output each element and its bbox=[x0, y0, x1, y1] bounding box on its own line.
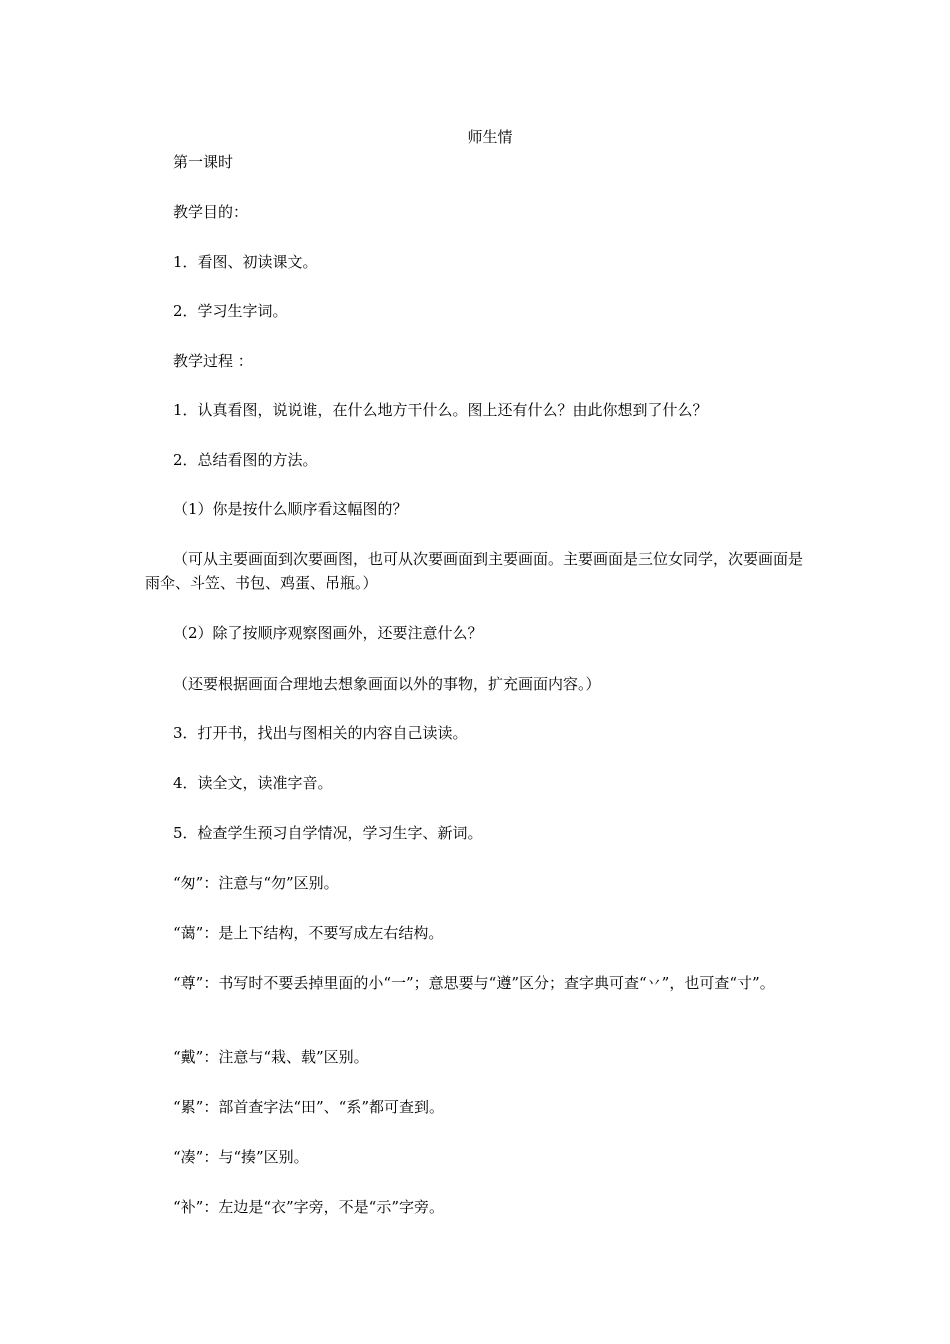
paragraph-lesson-period: 第一课时 bbox=[173, 153, 234, 171]
paragraph-char-cou: “凑”：与“揍”区别。 bbox=[173, 1148, 309, 1166]
paragraph-step-4: 4．读全文，读准字音。 bbox=[173, 774, 333, 792]
paragraph-step-2: 2．总结看图的方法。 bbox=[173, 451, 318, 469]
paragraph-char-cong: “匆”：注意与“勿”区别。 bbox=[173, 874, 339, 892]
paragraph-goal-1: 1．看图、初读课文。 bbox=[173, 253, 318, 271]
paragraph-char-dai: “戴”：注意与“栽、载”区别。 bbox=[173, 1048, 369, 1066]
paragraph-question-2: （2）除了按顺序观察图画外，还要注意什么？ bbox=[173, 624, 483, 642]
paragraph-char-lei: “累”：部首查字法“田”、“系”都可查到。 bbox=[173, 1098, 445, 1116]
paragraph-step-3: 3．打开书，找出与图相关的内容自己读读。 bbox=[173, 724, 468, 742]
paragraph-step-5: 5．检查学生预习自学情况，学习生字、新词。 bbox=[173, 824, 483, 842]
paragraph-char-bu: “补”：左边是“衣”字旁，不是“示”字旁。 bbox=[173, 1198, 445, 1216]
paragraph-question-1: （1）你是按什么顺序看这幅图的？ bbox=[173, 500, 408, 518]
paragraph-char-ai: “蔼”：是上下结构，不要写成左右结构。 bbox=[173, 924, 444, 942]
paragraph-char-zun: “尊”：书写时不要丢掉里面的小“一”；意思要与“遵”区分；查字典可查“丷”，也可查“寸”。 bbox=[173, 974, 775, 992]
paragraph-teaching-goals-heading: 教学目的： bbox=[173, 203, 249, 221]
paragraph-step-1: 1．认真看图，说说谁，在什么地方干什么。图上还有什么？由此你想到了什么？ bbox=[173, 401, 708, 419]
paragraph-goal-2: 2．学习生字词。 bbox=[173, 302, 288, 320]
paragraph-answer-1: （可从主要画面到次要画图，也可从次要画面到主要画面。主要画面是三位女同学，次要画面是雨伞、斗笠、书包、鸡蛋、吊瓶。） bbox=[145, 550, 804, 592]
paragraph-teaching-process-heading: 教学过程 ： bbox=[173, 352, 253, 370]
document-title: 师生情 bbox=[467, 128, 513, 146]
paragraph-answer-2: （还要根据画面合理地去想象画面以外的事物，扩充画面内容。） bbox=[173, 675, 601, 693]
